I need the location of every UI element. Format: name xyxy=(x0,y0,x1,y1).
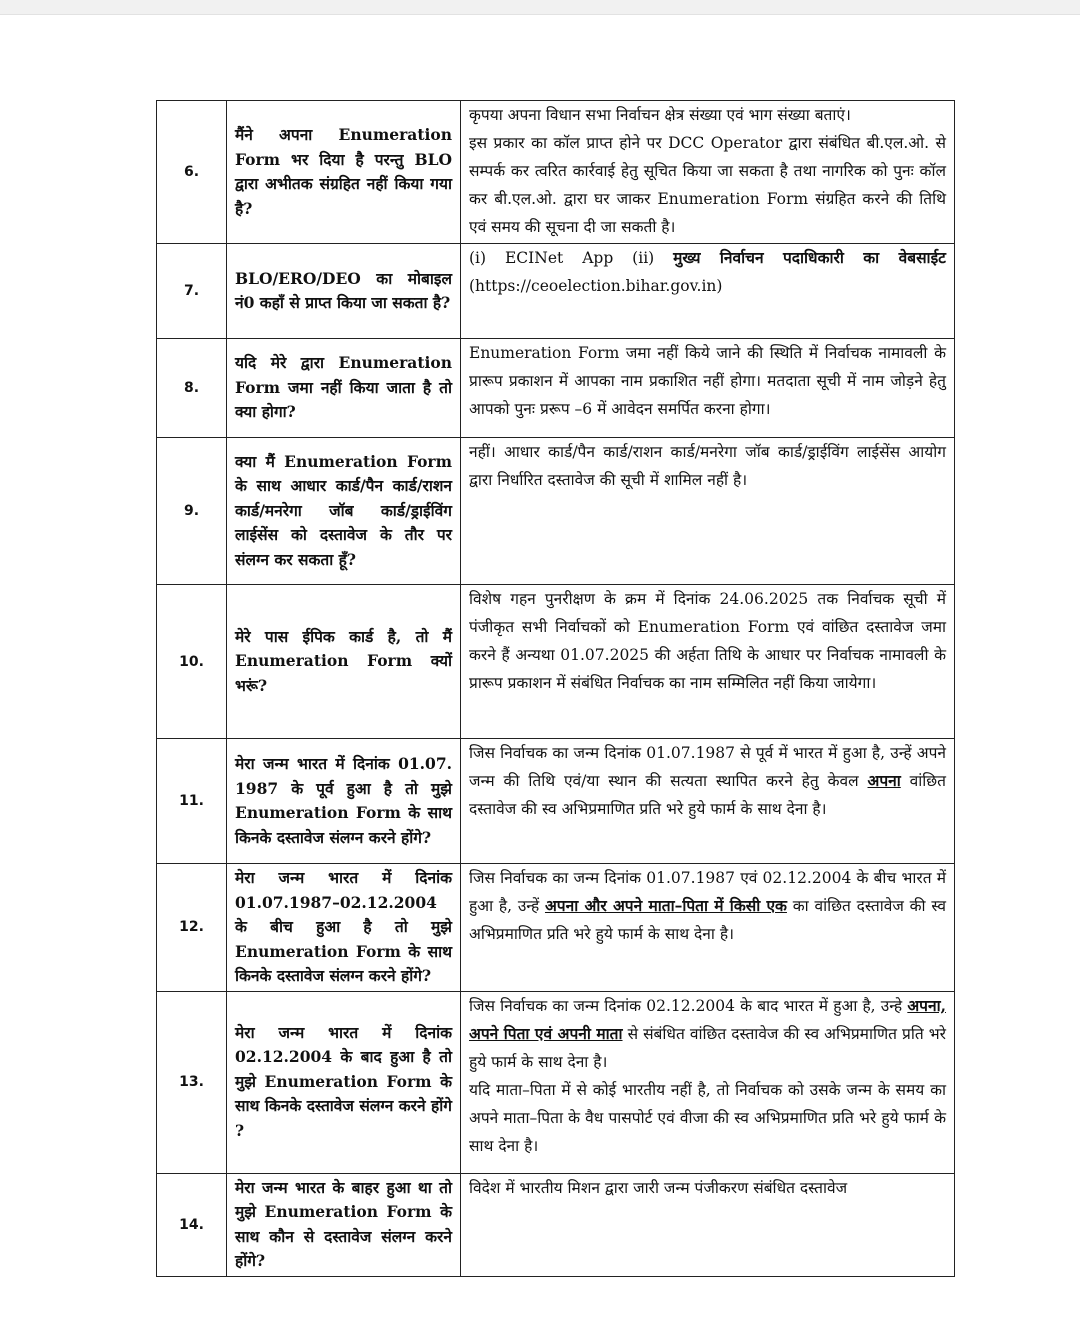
table-row xyxy=(157,438,955,585)
table-row xyxy=(157,101,955,244)
answer-bold-text: मुख्य निर्वाचन पदाधिकारी का वेबसाईट xyxy=(673,248,946,267)
answer-paragraph: इस प्रकार का कॉल प्राप्त होने पर DCC Operator द्वारा संबंधित बी.एल.ओ. से सम्पर्क कर त्वरित कार्रवाई हेतु सूचित किया जा सकता है तथा नागरिक को पुनः कॉल कर बी.एल.ओ. द्वारा घर जाकर Enumeration Form संग्रहित करने की तिथि एवं समय की सूचना दी जा सकती है। xyxy=(469,134,946,236)
row-number: 12. xyxy=(157,864,227,992)
answer-cell xyxy=(461,244,955,339)
answer-underlined-text: अपना xyxy=(867,771,901,790)
table-row xyxy=(157,864,955,992)
question-cell: मेरे पास ईपिक कार्ड है, तो मैं Enumeration Form क्यों भरूं? xyxy=(227,585,461,739)
row-number: 7. xyxy=(157,244,227,339)
table-row xyxy=(157,1173,955,1276)
answer-text: का वांछित दस्तावेज की स्व अभिप्रमाणित प्रति भरे हुये फार्म के साथ देना है। xyxy=(469,897,946,943)
answer-text: से संबंधित वांछित दस्तावेज की स्व अभिप्रमाणित प्रति भरे हुये फार्म के साथ देना है। xyxy=(469,1024,946,1071)
answer-cell xyxy=(461,739,955,864)
question-cell: मैंने अपना Enumeration Form भर दिया है परन्तु BLO द्वारा अभीतक संग्रहित नहीं किया गया है? xyxy=(227,101,461,244)
row-number: 13. xyxy=(157,991,227,1173)
answer-cell xyxy=(461,991,955,1173)
question-cell: यदि मेरे द्वारा Enumeration Form जमा नहीं किया जाता है तो क्या होगा? xyxy=(227,339,461,438)
answer-paragraph: यदि माता–पिता में से कोई भारतीय नहीं है, तो निर्वाचक को उसके जन्म के समय का अपने माता–पिता के वैध पासपोर्ट एवं वीजा की स्व अभिप्रमाणित प्रति भरे हुये फार्म के साथ देना है। xyxy=(469,1080,946,1155)
answer-text: (https://ceoelection.bihar.gov.in) xyxy=(469,277,723,295)
table-row xyxy=(157,339,955,438)
table-row xyxy=(157,244,955,339)
answer-text: वांछित दस्तावेज की स्व अभिप्रमाणित प्रति भरे हुये फार्म के साथ देना है। xyxy=(469,772,946,818)
question-cell: क्या मैं Enumeration Form के साथ आधार कार्ड/पैन कार्ड/राशन कार्ड/मनरेगा जॉब कार्ड/ड्राईविंग लाईसेंस को दस्तावेज के तौर पर संलग्न कर सकता हूँ? xyxy=(227,438,461,585)
row-number: 6. xyxy=(157,101,227,244)
table-row xyxy=(157,739,955,864)
row-number: 9. xyxy=(157,438,227,585)
answer-paragraph xyxy=(469,992,946,1076)
row-number: 14. xyxy=(157,1173,227,1276)
answer-cell xyxy=(461,101,955,244)
row-number: 10. xyxy=(157,585,227,739)
table-row xyxy=(157,585,955,739)
row-number: 8. xyxy=(157,339,227,438)
answer-cell: Enumeration Form जमा नहीं किये जाने की स्थिति में निर्वाचक नामावली के प्रारूप प्रकाशन में आपका नाम प्रकाशित नहीं होगा। मतदाता सूची में नाम जोड़ने हेतु आपको पुनः प्ररूप –6 में आवेदन समर्पित करना होगा। xyxy=(461,339,955,438)
answer-text: जिस निर्वाचक का जन्म दिनांक 02.12.2004 के बाद भारत में हुआ है, उन्हे xyxy=(469,996,908,1015)
question-cell: मेरा जन्म भारत में दिनांक 02.12.2004 के बाद हुआ है तो मुझे Enumeration Form के साथ किनके दस्तावेज संलग्न करने होंगे ? xyxy=(227,991,461,1173)
table-row xyxy=(157,991,955,1173)
answer-cell: नहीं। आधार कार्ड/पैन कार्ड/राशन कार्ड/मनरेगा जॉब कार्ड/ड्राईविंग लाईसेंस आयोग द्वारा निर्धारित दस्तावेज की सूची में शामिल नहीं है। xyxy=(461,438,955,585)
answer-text: (i) ECINet App (ii) xyxy=(469,249,674,267)
answer-cell xyxy=(461,864,955,992)
answer-text: जिस निर्वाचक का जन्म दिनांक 01.07.1987 एवं 02.12.2004 के बीच भारत में हुआ है, उन्हें xyxy=(469,869,946,915)
question-cell: BLO/ERO/DEO का मोबाइल नं0 कहाँ से प्राप्त किया जा सकता है? xyxy=(227,244,461,339)
row-number: 11. xyxy=(157,739,227,864)
question-cell: मेरा जन्म भारत में दिनांक 01.07.1987–02.12.2004 के बीच हुआ है तो मुझे Enumeration Form के साथ किनके दस्तावेज संलग्न करने होंगे? xyxy=(227,864,461,992)
answer-underlined-text: अपना, अपने पिता एवं अपनी माता xyxy=(469,995,946,1043)
faq-table xyxy=(156,100,955,1277)
viewer-top-strip xyxy=(0,0,1080,15)
answer-cell: विदेश में भारतीय मिशन द्वारा जारी जन्म पंजीकरण संबंधित दस्तावेज xyxy=(461,1173,955,1276)
answer-text: जिस निर्वाचक का जन्म दिनांक 01.07.1987 से पूर्व में भारत में हुआ है, उन्हें अपने जन्म की तिथि एवं/या स्थान की सत्यता स्थापित करने हेतु केवल xyxy=(469,744,946,790)
answer-underlined-text: अपना और अपने माता–पिता में किसी एक xyxy=(544,896,787,915)
question-cell: मेरा जन्म भारत में दिनांक 01.07. 1987 के पूर्व हुआ है तो मुझे Enumeration Form के साथ किनके दस्तावेज संलग्न करने होंगे? xyxy=(227,739,461,864)
answer-paragraph: कृपया अपना विधान सभा निर्वाचन क्षेत्र संख्या एवं भाग संख्या बताएं। xyxy=(469,106,851,124)
question-cell: मेरा जन्म भारत के बाहर हुआ था तो मुझे Enumeration Form के साथ कौन से दस्तावेज संलग्न करने होंगे? xyxy=(227,1173,461,1276)
answer-cell: विशेष गहन पुनरीक्षण के क्रम में दिनांक 24.06.2025 तक निर्वाचक सूची में पंजीकृत सभी निर्वाचकों को Enumeration Form एवं वांछित दस्तावेज जमा करने हैं अन्यथा 01.07.2025 की अर्हता तिथि के आधार पर निर्वाचक नामावली के प्रारूप प्रकाशन में संबंधित निर्वाचक का नाम सम्मिलित नहीं किया जायेगा। xyxy=(461,585,955,739)
